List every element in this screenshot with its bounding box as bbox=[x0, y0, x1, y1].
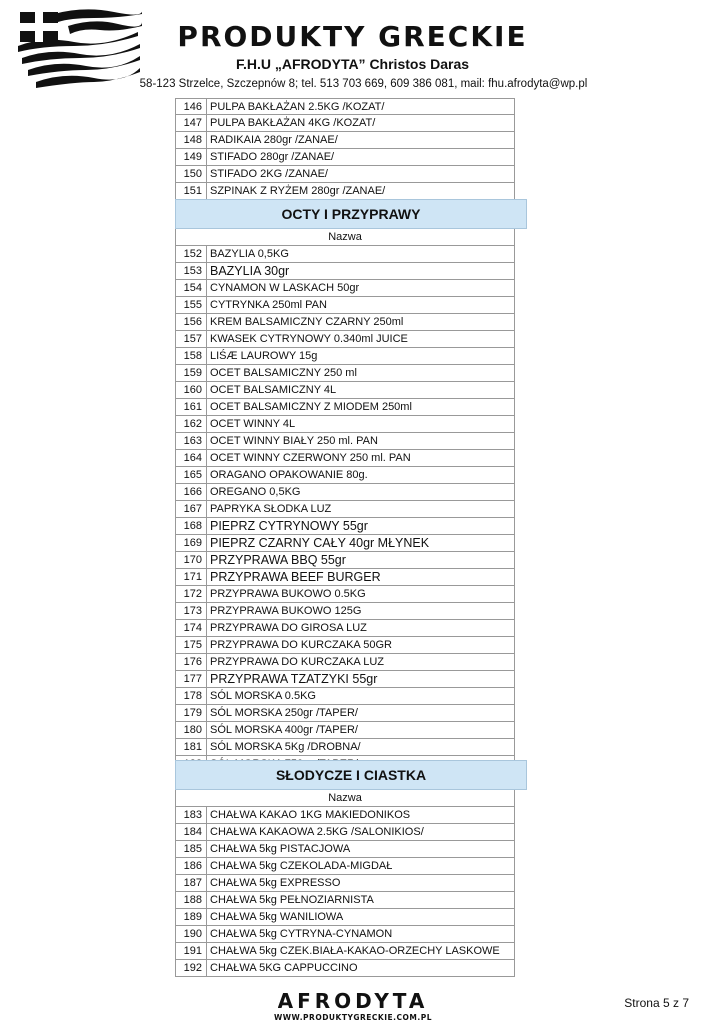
row-number: 188 bbox=[175, 892, 207, 908]
table-row bbox=[175, 433, 515, 450]
row-number: 183 bbox=[175, 807, 207, 823]
table-row bbox=[175, 858, 515, 875]
table-row bbox=[175, 348, 515, 365]
table-row bbox=[175, 569, 515, 586]
table-row bbox=[175, 637, 515, 654]
product-table-sweets bbox=[175, 807, 515, 977]
table-row bbox=[175, 688, 515, 705]
row-number: 154 bbox=[175, 280, 207, 296]
product-name: SÓL MORSKA 400gr /TAPER/ bbox=[207, 722, 515, 738]
row-number: 192 bbox=[175, 960, 207, 976]
product-table-spices bbox=[175, 246, 515, 773]
row-number: 190 bbox=[175, 926, 207, 942]
table-row bbox=[175, 620, 515, 637]
row-number: 155 bbox=[175, 297, 207, 313]
table-row bbox=[175, 416, 515, 433]
table-row bbox=[175, 399, 515, 416]
table-row bbox=[175, 331, 515, 348]
column-header-name: Nazwa bbox=[175, 790, 515, 807]
table-row bbox=[175, 586, 515, 603]
row-number: 172 bbox=[175, 586, 207, 602]
row-number: 177 bbox=[175, 671, 207, 687]
product-name: STIFADO 280gr /ZANAE/ bbox=[207, 149, 515, 165]
product-name: SÓL MORSKA 0.5KG bbox=[207, 688, 515, 704]
company-address: 58-123 Strzelce, Szczepnów 8; tel. 513 703 669, 609 386 081, mail: fhu.afrodyta@wp.pl bbox=[139, 78, 588, 90]
product-name: BAZYLIA 0,5KG bbox=[207, 246, 515, 262]
afrodyta-footer-logo bbox=[278, 988, 428, 1012]
product-name: CHAŁWA 5kg CZEKOLADA-MIGDAŁ bbox=[207, 858, 515, 874]
table-row bbox=[175, 314, 515, 331]
row-number: 151 bbox=[175, 183, 207, 199]
product-name: CHAŁWA 5kg PEŁNOZIARNISTA bbox=[207, 892, 515, 908]
product-name: CHAŁWA 5kg PISTACJOWA bbox=[207, 841, 515, 857]
row-number: 147 bbox=[175, 115, 207, 131]
row-number: 185 bbox=[175, 841, 207, 857]
product-name: OCET WINNY CZERWONY 250 ml. PAN bbox=[207, 450, 515, 466]
product-name: OCET WINNY BIAŁY 250 ml. PAN bbox=[207, 433, 515, 449]
product-name: PIEPRZ CYTRYNOWY 55gr bbox=[207, 518, 515, 534]
row-number: 169 bbox=[175, 535, 207, 551]
row-number: 153 bbox=[175, 263, 207, 279]
product-name: PRZYPRAWA BBQ 55gr bbox=[207, 552, 515, 568]
product-name: OCET BALSAMICZNY 250 ml bbox=[207, 365, 515, 381]
row-number: 180 bbox=[175, 722, 207, 738]
product-name: BAZYLIA 30gr bbox=[207, 263, 515, 279]
product-name: PRZYPRAWA BUKOWO 0.5KG bbox=[207, 586, 515, 602]
product-name: CHAŁWA KAKAO 1KG MAKIEDONIKOS bbox=[207, 807, 515, 823]
row-number: 161 bbox=[175, 399, 207, 415]
row-number: 166 bbox=[175, 484, 207, 500]
footer-logo-text: AFRODYTA bbox=[278, 989, 428, 1012]
table-row bbox=[175, 960, 515, 977]
product-name: SZPINAK Z RYŻEM 280gr /ZANAE/ bbox=[207, 183, 515, 199]
product-name: ORAGANO OPAKOWANIE 80g. bbox=[207, 467, 515, 483]
table-row bbox=[175, 875, 515, 892]
product-name: PRZYPRAWA TZATZYKI 55gr bbox=[207, 671, 515, 687]
table-row bbox=[175, 280, 515, 297]
section-heading-sweets-cookies: SŁODYCZE I CIASTKA bbox=[175, 760, 527, 790]
product-name: PRZYPRAWA DO GIROSA LUZ bbox=[207, 620, 515, 636]
product-name: CHAŁWA 5kg CYTRYNA-CYNAMON bbox=[207, 926, 515, 942]
row-number: 168 bbox=[175, 518, 207, 534]
row-number: 167 bbox=[175, 501, 207, 517]
company-name: F.H.U „AFRODYTA” Christos Daras bbox=[235, 56, 470, 72]
row-number: 162 bbox=[175, 416, 207, 432]
product-name: CHAŁWA 5kg WANILIOWA bbox=[207, 909, 515, 925]
table-row bbox=[175, 98, 515, 115]
row-number: 164 bbox=[175, 450, 207, 466]
row-number: 152 bbox=[175, 246, 207, 262]
table-row bbox=[175, 450, 515, 467]
product-name: RADIKAIA 280gr /ZANAE/ bbox=[207, 132, 515, 148]
table-row bbox=[175, 263, 515, 280]
product-name: CHAŁWA 5kg CZEK.BIAŁA-KAKAO-ORZECHY LASKOWE bbox=[207, 943, 515, 959]
row-number: 163 bbox=[175, 433, 207, 449]
row-number: 149 bbox=[175, 149, 207, 165]
product-name: CYTRYNKA 250ml PAN bbox=[207, 297, 515, 313]
row-number: 156 bbox=[175, 314, 207, 330]
row-number: 160 bbox=[175, 382, 207, 398]
product-name: PRZYPRAWA BEEF BURGER bbox=[207, 569, 515, 585]
row-number: 148 bbox=[175, 132, 207, 148]
table-row bbox=[175, 518, 515, 535]
footer-website: WWW.PRODUKTYGRECKIE.COM.PL bbox=[274, 1013, 432, 1022]
product-name: PULPA BAKŁAŻAN 4KG /KOZAT/ bbox=[207, 115, 515, 131]
product-name: PULPA BAKŁAŻAN 2.5KG /KOZAT/ bbox=[207, 99, 515, 114]
row-number: 174 bbox=[175, 620, 207, 636]
table-row bbox=[175, 671, 515, 688]
row-number: 159 bbox=[175, 365, 207, 381]
row-number: 178 bbox=[175, 688, 207, 704]
product-name: PRZYPRAWA DO KURCZAKA 50GR bbox=[207, 637, 515, 653]
document-header bbox=[0, 0, 703, 98]
product-name: OCET WINNY 4L bbox=[207, 416, 515, 432]
table-row bbox=[175, 501, 515, 518]
section-heading-vinegars-spices: OCTY I PRZYPRAWY bbox=[175, 199, 527, 229]
row-number: 189 bbox=[175, 909, 207, 925]
product-name: STIFADO 2KG /ZANAE/ bbox=[207, 166, 515, 182]
row-number: 170 bbox=[175, 552, 207, 568]
table-row bbox=[175, 654, 515, 671]
product-name: CHAŁWA 5KG CAPPUCCINO bbox=[207, 960, 515, 976]
product-table-top bbox=[175, 98, 515, 200]
product-name: PRZYPRAWA DO KURCZAKA LUZ bbox=[207, 654, 515, 670]
product-name: OCET BALSAMICZNY Z MIODEM 250ml bbox=[207, 399, 515, 415]
row-number: 187 bbox=[175, 875, 207, 891]
row-number: 175 bbox=[175, 637, 207, 653]
table-row bbox=[175, 382, 515, 399]
product-name: LIŚÆ LAUROWY 15g bbox=[207, 348, 515, 364]
table-row bbox=[175, 297, 515, 314]
row-number: 173 bbox=[175, 603, 207, 619]
table-row bbox=[175, 552, 515, 569]
row-number: 186 bbox=[175, 858, 207, 874]
table-row bbox=[175, 467, 515, 484]
product-name: PAPRYKA SŁODKA LUZ bbox=[207, 501, 515, 517]
table-row bbox=[175, 807, 515, 824]
table-row bbox=[175, 149, 515, 166]
row-number: 146 bbox=[175, 99, 207, 114]
table-row bbox=[175, 739, 515, 756]
row-number: 171 bbox=[175, 569, 207, 585]
row-number: 165 bbox=[175, 467, 207, 483]
table-row bbox=[175, 909, 515, 926]
row-number: 176 bbox=[175, 654, 207, 670]
table-row bbox=[175, 166, 515, 183]
table-row bbox=[175, 824, 515, 841]
table-row bbox=[175, 705, 515, 722]
product-name: CHAŁWA KAKAOWA 2.5KG /SALONIKIOS/ bbox=[207, 824, 515, 840]
product-name: OREGANO 0,5KG bbox=[207, 484, 515, 500]
row-number: 158 bbox=[175, 348, 207, 364]
product-name: OCET BALSAMICZNY 4L bbox=[207, 382, 515, 398]
product-name: PRZYPRAWA BUKOWO 125G bbox=[207, 603, 515, 619]
row-number: 184 bbox=[175, 824, 207, 840]
column-header-name: Nazwa bbox=[175, 229, 515, 246]
table-row bbox=[175, 115, 515, 132]
table-row bbox=[175, 183, 515, 200]
row-number: 179 bbox=[175, 705, 207, 721]
table-row bbox=[175, 603, 515, 620]
table-row bbox=[175, 365, 515, 382]
product-name: SÓL MORSKA 250gr /TAPER/ bbox=[207, 705, 515, 721]
page-number: Strona 5 z 7 bbox=[624, 996, 689, 1010]
product-name: CHAŁWA 5kg EXPRESSO bbox=[207, 875, 515, 891]
product-name: KREM BALSAMICZNY CZARNY 250ml bbox=[207, 314, 515, 330]
table-row bbox=[175, 484, 515, 501]
brand-title: PRODUKTY GRECKIE bbox=[177, 20, 528, 53]
row-number: 181 bbox=[175, 739, 207, 755]
row-number: 150 bbox=[175, 166, 207, 182]
row-number: 191 bbox=[175, 943, 207, 959]
table-row bbox=[175, 722, 515, 739]
row-number: 157 bbox=[175, 331, 207, 347]
table-row bbox=[175, 926, 515, 943]
table-row bbox=[175, 892, 515, 909]
table-row bbox=[175, 535, 515, 552]
table-row bbox=[175, 132, 515, 149]
product-name: PIEPRZ CZARNY CAŁY 40gr MŁYNEK bbox=[207, 535, 515, 551]
product-name: CYNAMON W LASKACH 50gr bbox=[207, 280, 515, 296]
table-row bbox=[175, 943, 515, 960]
product-name: KWASEK CYTRYNOWY 0.340ml JUICE bbox=[207, 331, 515, 347]
table-row bbox=[175, 246, 515, 263]
table-row bbox=[175, 841, 515, 858]
product-name: SÓL MORSKA 5Kg /DROBNA/ bbox=[207, 739, 515, 755]
